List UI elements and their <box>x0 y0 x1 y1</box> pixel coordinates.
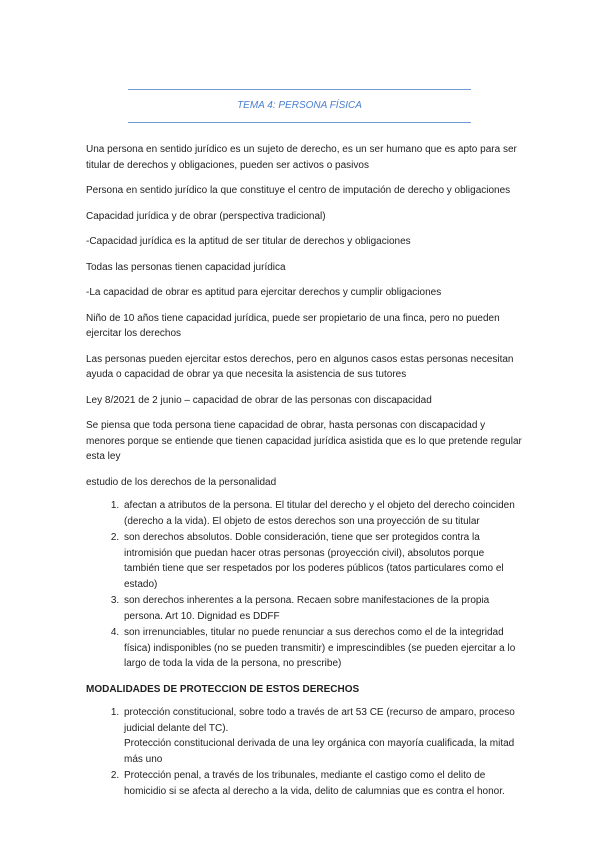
personality-rights-list <box>86 498 522 672</box>
list-item-subtext: Protección constitucional derivada de una ley orgánica con mayoría cualificada, la mitad más uno <box>124 738 515 765</box>
section-heading: MODALIDADES DE PROTECCION DE ESTOS DERECHOS <box>86 683 360 695</box>
title-bottom-rule <box>128 122 471 123</box>
paragraph: Persona en sentido jurídico la que constituye el centro de imputación de derecho y obligaciones <box>86 185 511 196</box>
paragraph: Una persona en sentido jurídico es un sujeto de derecho, es un ser humano que es apto para ser titular de derechos y obligaciones, pueden ser activos o pasivos <box>86 144 517 171</box>
title-top-rule <box>128 89 471 90</box>
paragraph: -La capacidad de obrar es aptitud para ejercitar derechos y cumplir obligaciones <box>86 287 442 298</box>
paragraph: Ley 8/2021 de 2 junio – capacidad de obrar de las personas con discapacidad <box>86 394 432 406</box>
paragraph: Se piensa que toda persona tiene capacidad de obrar, hasta personas con discapacidad y menores porque se entiende que tienen capacidad jurídica asistida que es lo que pretende regular esta ley <box>86 420 522 462</box>
list-item: 4. son irrenunciables, titular no puede renunciar a sus derechos como el de la integridad física) indisponibles (no se pueden transmitir) e imprescindibles (se pueden ejercitar a lo largo de toda la vida de la persona, no prescribe) <box>122 625 522 672</box>
paragraph: Capacidad jurídica y de obrar (perspectiva tradicional) <box>86 210 326 222</box>
list-item-text: Protección penal, a través de los tribunales, mediante el castigo como el delito de homicidio si se afecta al derecho a la vida, delito de calumnias que es contra el honor. <box>124 770 505 797</box>
paragraph: Niño de 10 años tiene capacidad jurídica, puede ser propietario de una finca, pero no pueden ejercitar los derechos <box>86 312 500 339</box>
page-title: TEMA 4: PERSONA FÍSICA <box>237 100 362 111</box>
paragraph: -Capacidad jurídica es la aptitud de ser titular de derechos y obligaciones <box>86 236 411 247</box>
list-item <box>122 768 522 799</box>
list-item: 2. son derechos absolutos. Doble consideración, tiene que ser protegidos contra la intromisión que puedan hacer otras personas (proyección civil), absolutos porque también tiene que ser respetados por los poderes públicos (tatos particulares como el estado) <box>122 530 522 592</box>
paragraph: estudio de los derechos de la personalidad <box>86 476 277 488</box>
paragraph: Todas las personas tienen capacidad jurídica <box>86 261 286 273</box>
list-item: 1. afectan a atributos de la persona. El titular del derecho y el objeto del derecho coinciden (derecho a la vida). El objeto de estos derechos son una proyección de su titular <box>122 498 522 529</box>
list-item <box>122 705 522 767</box>
protection-modalities-list <box>86 705 522 799</box>
document-body <box>86 142 522 809</box>
list-item-text: protección constitucional, sobre todo a través de art 53 CE (recurso de amparo, proceso judicial delante del TC). <box>124 707 515 734</box>
list-item: 3. son derechos inherentes a la persona. Recaen sobre manifestaciones de la propia persona. Art 10. Dignidad es DDFF <box>122 593 522 624</box>
paragraph: Las personas pueden ejercitar estos derechos, pero en algunos casos estas personas necesitan ayuda o capacidad de obrar ya que necesita la asistencia de sus tutores <box>86 353 514 380</box>
